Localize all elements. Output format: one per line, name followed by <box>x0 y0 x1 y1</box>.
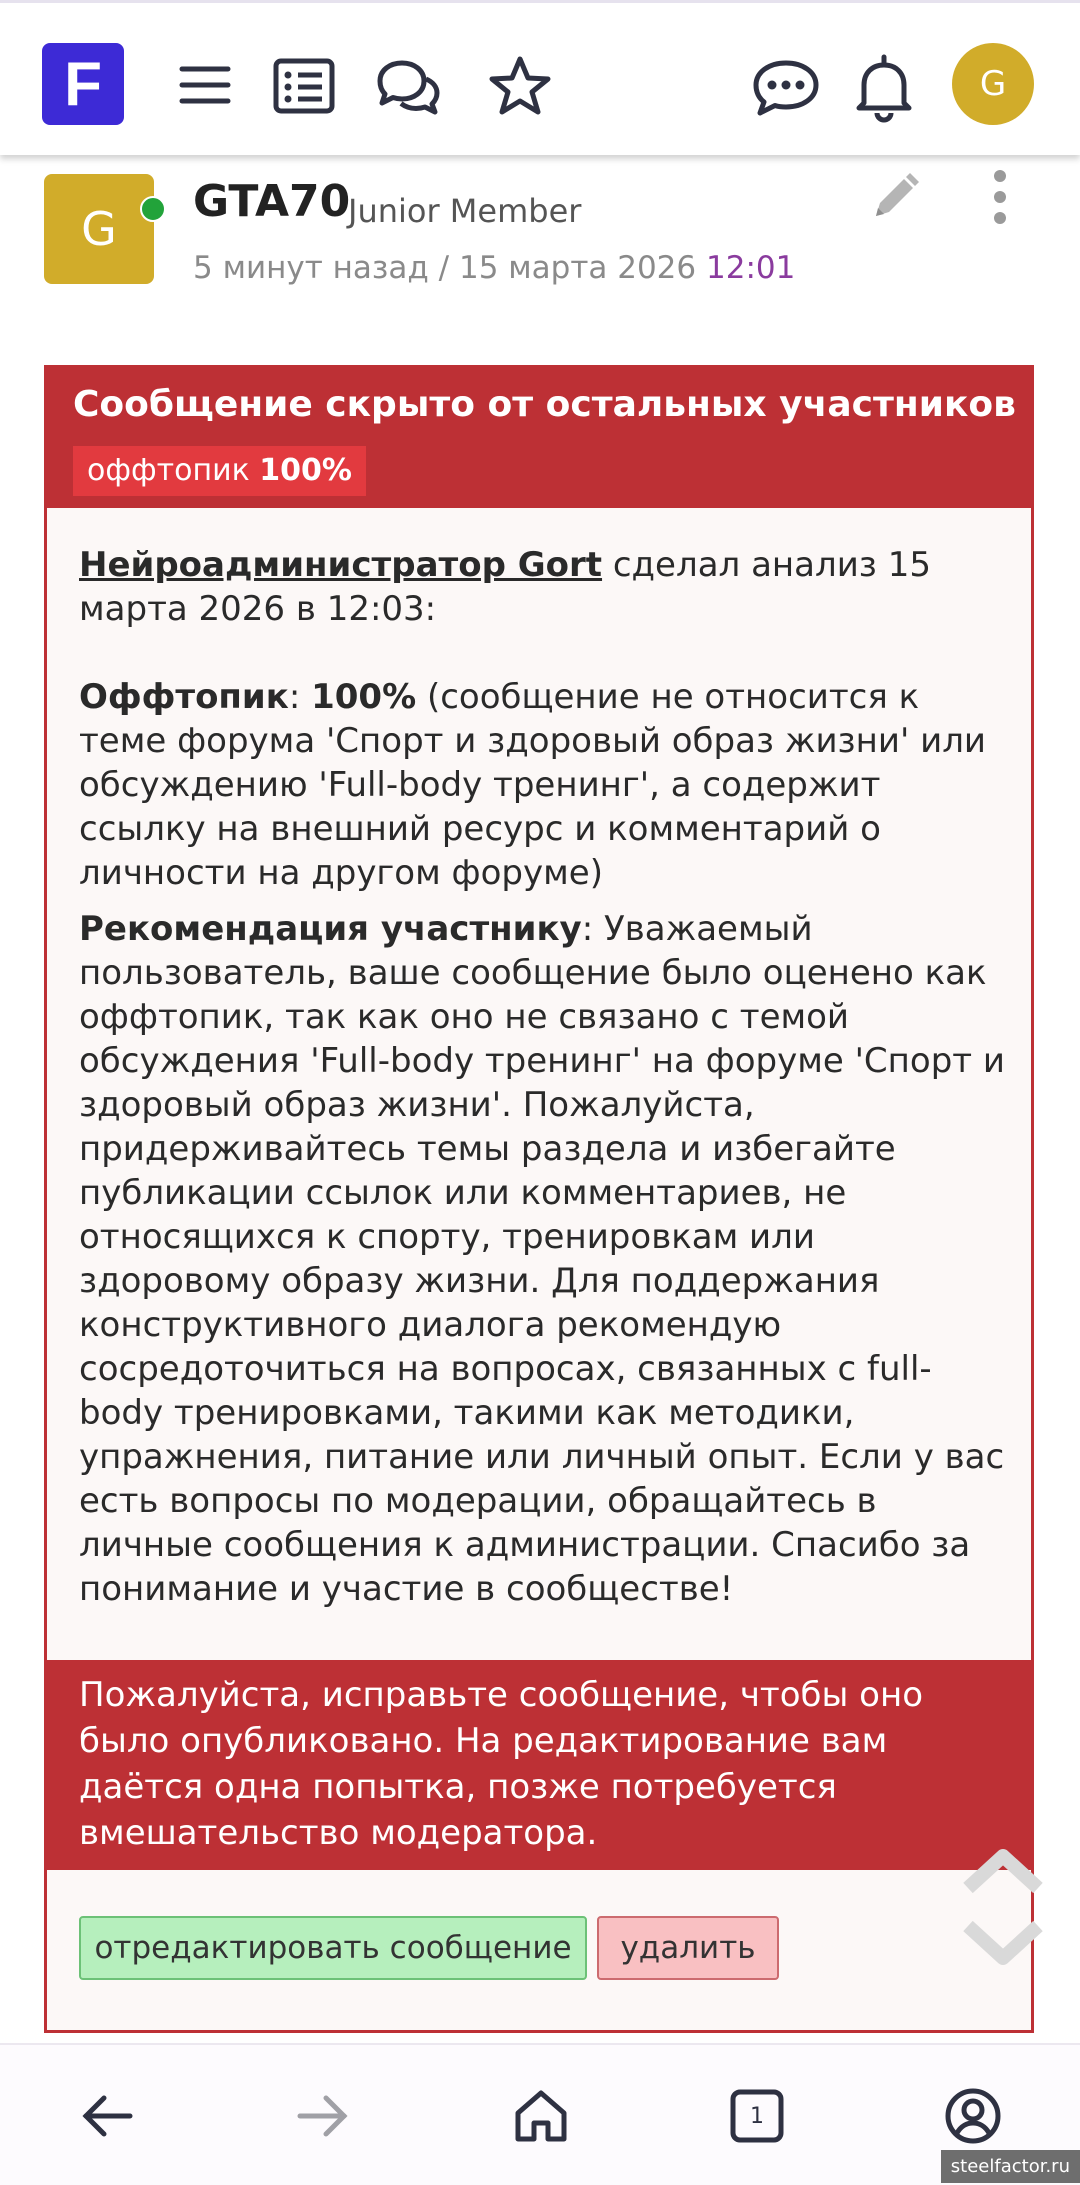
delete-message-button[interactable]: удалить <box>597 1916 779 1980</box>
edit-warning-banner <box>47 1660 1031 1870</box>
online-indicator <box>140 196 166 222</box>
back-arrow-icon[interactable] <box>76 2085 138 2147</box>
messages-icon[interactable] <box>750 51 822 123</box>
site-logo[interactable]: F <box>42 43 124 125</box>
chats-icon[interactable] <box>372 51 444 123</box>
offtopic-label: Оффтопик <box>79 677 289 717</box>
star-icon[interactable] <box>484 51 556 123</box>
hidden-message-title: Сообщение скрыто от остальных участников <box>73 384 1016 425</box>
recommendation-text: : Уважаемый пользователь, ваше сообщение было оценено как оффтопик, так как оно не связано с темой обсуждения 'Full-body тренинг' на форуме 'Спорт и здоровый образ жизни'. Пожалуйста, придерживайтесь темы раздела и избегайте публикации ссылок или комментариев, не относящихся к спорту, тренировкам или здоровому образу жизни. Для поддержания конструктивного диалога рекомендую сосредоточиться на вопросах, связанных с full-body тренировками, такими как методики, упражнения, питание или личный опыт. Если у вас есть вопросы по модерации, обращайтесь в личные сообщения к администрации. Спасибо за понимание и участие в сообществе! <box>79 909 1005 1609</box>
author-username[interactable]: GTA70 <box>193 176 351 227</box>
edit-message-button[interactable]: отредактировать сообщение <box>79 1916 587 1980</box>
analysis-date-text: сделал анализ 15 марта 2026 в 12:03: <box>79 545 931 629</box>
hidden-message-header <box>47 368 1031 508</box>
offtopic-value: 100% <box>311 677 417 717</box>
post-time: 12:01 <box>706 250 796 286</box>
pencil-icon[interactable] <box>866 170 922 226</box>
recommendation-paragraph <box>79 907 1005 1611</box>
post-timestamp <box>193 250 795 286</box>
author-avatar[interactable]: G <box>44 174 154 284</box>
offtopic-reason: (сообщение не относится к теме форума 'Спорт и здоровый образ жизни' или обсуждению 'Full-body тренинг', а содержит ссылку на внешний ресурс и комментарий о личности на другом форуме) <box>79 677 987 893</box>
recommendation-label: Рекомендация участнику <box>79 909 582 949</box>
top-navbar <box>0 0 1080 155</box>
site-watermark: steelfactor.ru <box>941 2150 1080 2183</box>
home-icon[interactable] <box>510 2085 572 2147</box>
scroll-down-icon[interactable] <box>960 1920 1046 1970</box>
scroll-up-icon[interactable] <box>960 1844 1046 1894</box>
offtopic-badge-value: 100% <box>259 453 352 488</box>
analysis-intro <box>79 543 1005 631</box>
offtopic-badge-label: оффтопик <box>87 453 250 488</box>
more-options-icon[interactable] <box>982 168 1018 226</box>
hidden-message-panel <box>44 365 1034 2033</box>
author-rank: Junior Member <box>348 192 582 230</box>
post-date: 5 минут назад / 15 марта 2026 <box>193 250 697 286</box>
browser-toolbar <box>0 2043 1080 2185</box>
forward-arrow-icon[interactable] <box>292 2085 354 2147</box>
moderation-analysis <box>79 543 1005 1611</box>
account-icon[interactable] <box>942 2085 1004 2147</box>
offtopic-badge <box>73 446 366 496</box>
admin-link[interactable]: Нейроадминистратор Gort <box>79 545 603 585</box>
menu-icon[interactable] <box>170 51 242 123</box>
offtopic-paragraph: Оффтопик: 100% (сообщение не относится к теме форума 'Спорт и здоровый образ жизни' или обсуждению 'Full-body тренинг', а содержит ссылку на внешний ресурс и комментарий о личности на другом форуме) <box>79 677 987 893</box>
tab-count: 1 <box>750 2103 764 2129</box>
user-avatar[interactable]: G <box>952 43 1034 125</box>
tabs-icon[interactable] <box>726 2085 788 2147</box>
list-icon[interactable] <box>268 51 340 123</box>
bell-icon[interactable] <box>848 51 920 123</box>
edit-warning-text: Пожалуйста, исправьте сообщение, чтобы оно было опубликовано. На редактирование вам даётся одна попытка, позже потребуется вмешательство модератора. <box>79 1675 923 1853</box>
